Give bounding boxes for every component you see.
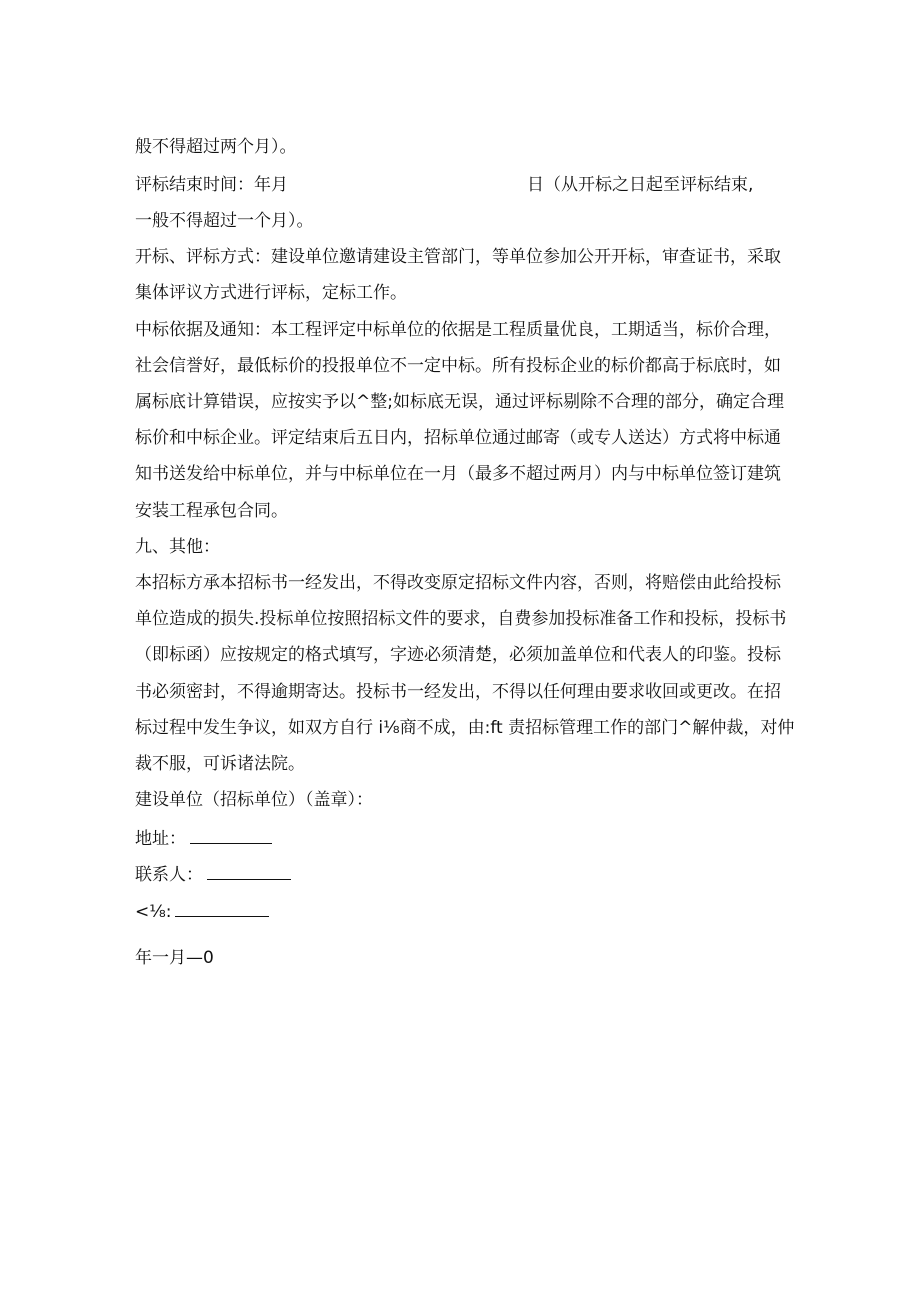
text-line: 中标依据及通知：本工程评定中标单位的依据是工程质量优良，工期适当，标价合理， [135,320,781,340]
text-line: 裁不服，可诉诸法院。 [135,754,305,774]
text-line: 单位造成的损失.投标单位按照招标文件的要求，自费参加投标准备工作和投标，投标书 [135,609,787,629]
phone-label: <⅛: [135,902,172,922]
address-label: 地址： [135,829,186,849]
date-line: 年一月—0 [135,948,214,968]
text-line: 标过程中发生争议，如双方自行 i⅛商不成，由:ft 责招标管理工作的部门^解仲裁，对仲 [135,718,795,738]
contact-row [135,861,291,887]
signature-heading: 建设单位（招标单位）（盖章）： [135,790,373,810]
text-line: 本招标方承本招标书一经发出，不得改变原定招标文件内容，否则，将赔偿由此给投标 [135,573,781,593]
phone-row [135,898,269,924]
address-blank [190,825,272,844]
text-line: 一般不得超过一个月）。 [135,211,314,231]
text-line: 开标、评标方式：建设单位邀请建设主管部门，等单位参加公开开标，审查证书，采取 [135,247,781,267]
text-line: 般不得超过两个月）。 [135,137,297,157]
text-line: （即标函）应按规定的格式填写，字迹必须清楚，必须加盖单位和代表人的印鉴。投标 [135,645,781,665]
end-time-note: 日（从开标之日起至评标结束, [527,175,754,195]
contact-blank [207,861,291,880]
phone-blank [175,898,269,917]
text-line: 集体评议方式进行评标，定标工作。 [135,283,407,303]
text-line: 知书送发给中标单位，并与中标单位在一月（最多不超过两月）内与中标单位签订建筑 [135,464,781,484]
contact-label: 联系人： [135,865,203,885]
end-time-label: 评标结束时间：年月 [135,175,288,195]
address-row [135,825,272,851]
section-heading: 九、其他： [135,537,220,557]
text-line: 社会信誉好，最低标价的投报单位不一定中标。所有投标企业的标价都高于标底时，如 [135,356,781,376]
text-line: 安装工程承包合同。 [135,501,288,521]
text-line: 书必须密封，不得逾期寄达。投标书一经发出，不得以任何理由要求收回或更改。在招 [135,682,781,702]
text-line: 属标底计算错误，应按实予以^整;如标底无误，通过评标剔除不合理的部分，确定合理 [135,392,784,412]
text-line: 标价和中标企业。评定结束后五日内，招标单位通过邮寄（或专人送达）方式将中标通 [135,428,781,448]
